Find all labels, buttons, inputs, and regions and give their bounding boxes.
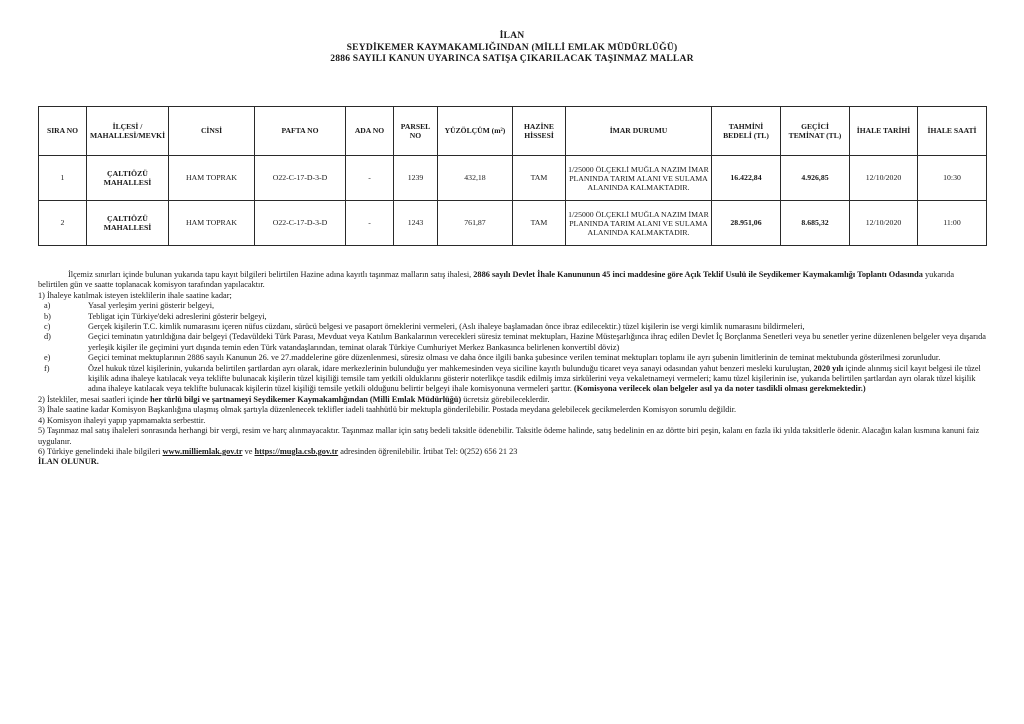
col-header-tarih: İHALE TARİHİ [850,107,918,156]
cell-tarih: 12/10/2020 [850,201,918,246]
cell-mahalle: ÇALTIÖZÜ MAHALLESİ [87,156,169,201]
intro-text-end: yukarıda belirtilen gün ve saatte toplanacak komisyon tarafından yapılacaktır. [38,270,955,290]
announcement-title: İLAN [499,30,525,41]
cell-mahalle: ÇALTIÖZÜ MAHALLESİ [87,201,169,246]
table-header-row [39,107,987,156]
item-1 [38,291,986,301]
col-header-parsel: PARSEL NO [394,107,438,156]
item-text: İhale saatine kadar Komisyon Başkanlığına ulaşmış olmak şartıyla düzenlenecek teklifler iadeli taahhütlü bir mektupla gönderilebilir. Postada meydana gelebilecek gecikmelerden Komisyon sorumlu değildir. [47,405,737,415]
cell-imar: 1/25000 ÖLÇEKLİ MUĞLA NAZIM İMAR PLANINDA TARIM ALANI VE SULAMA ALANINDA KALMAKTADIR. [566,201,712,246]
col-header-tahmini: TAHMİNİ BEDELİ (TL) [712,107,781,156]
cell-cinsi: HAM TOPRAK [169,201,255,246]
cell-imar: 1/25000 ÖLÇEKLİ MUĞLA NAZIM İMAR PLANINDA TARIM ALANI VE SULAMA ALANINDA KALMAKTADIR. [566,156,712,201]
cell-tarih: 12/10/2020 [850,156,918,201]
item-text: İstekliler, mesai saatleri içinde [47,394,151,404]
subject-line: 2886 SAYILI KANUN UYARINCA SATIŞA ÇIKARILACAK TAŞINMAZ MALLAR [330,53,694,64]
sub-text-bold: (Komisyona verilecek olan belgeler asıl ya da noter tasdikli olması gerekmektedir.) [573,384,866,394]
sub-item-c [38,322,986,332]
item-number: 1) [38,290,45,300]
sub-item-b [38,312,986,322]
item-2 [38,395,986,405]
announcement-header [0,30,1024,65]
cell-saat: 10:30 [918,156,987,201]
cell-pafta: O22-C-17-D-3-D [255,156,346,201]
sub-text: Geçici teminat mektuplarının 2886 sayılı Kanunun 26. ve 27.maddelerine göre düzenlenmesi, süresiz olması ve daha önce ilgili banka şubesince verilen teminat mektupları toplamı ile ayrı şubenin limitlerinin de teminat mektubunda gösterilmesi zorunludur. [88,353,941,363]
milliemlak-link[interactable]: www.milliemlak.gov.tr [162,446,243,456]
sub-item-e [38,353,986,363]
cell-ada: - [346,201,394,246]
sub-label: e) [44,353,51,363]
item-text-end: Taşınmaz mallar için satış bedeli taksitle ödenebilir. Taksitle ödeme halinde, satış bedelinin en az dörtte biri peşin, kalanı en fazla iki yılda taksitlerle ödenir. Alacağın kalan kısmına kanuni faiz uygulanır. [38,426,980,446]
item-bold-text: her türlü bilgi ve şartnameyi Seydikemer Kaymakamlığından (Milli Emlak Müdürlüğü) [150,394,462,404]
table-row [39,201,987,246]
cell-gecici: 4.926,85 [781,156,850,201]
cell-tahmini: 28.951,06 [712,201,781,246]
cell-cinsi: HAM TOPRAK [169,156,255,201]
sub-text: Geçici teminatın yatırıldığına dair belgeyi (Tedavüldeki Türk Parası, Mevduat veya Katılım Bankalarının verecekleri süresiz teminat mektupları, Hazine Müsteşarlığınca ihraç edilen Devlet İç Borçlanma Senetleri veya bu senetler yerine düzenlenen belgeler veya dışarıda yerleşik kişiler ile geçimini yurt dışında temin eden Türk vatandaşlarından, teminat olarak Türkiye Cumhuriyet Merkez Bankasınca belirlenen konvertibl döviz) [88,332,986,352]
cell-ada: - [346,156,394,201]
item-5 [38,426,986,447]
cell-pafta: O22-C-17-D-3-D [255,201,346,246]
col-header-ilce: İLÇESİ / MAHALLESİ/MEVKİ [87,107,169,156]
sub-text: Gerçek kişilerin T.C. kimlik numarasını içeren nüfus cüzdanı, sürücü belgesi ve pasaport örneklerini vermeleri, (Aslı ihaleye başlamadan önce ibraz edilecektir.) tüzel kişilerin ise vergi kimlik numarasını bildirmeleri, [88,322,805,332]
cell-hazine: TAM [513,201,566,246]
col-header-pafta: PAFTA NO [255,107,346,156]
sub-text-part: içinde alınmış sicil kayıt belgesi ile tüzel kişilik adına ihaleye katılacak veya teklifte bulunacak kişilerin tüzel kişiliği temsile tam yetkili olduklarını gösterir noterlikçe tasdik edilmiş imza sirkülerini veya vekaletnameyi vermeleri; kamu tüzel kişilerinin ise, yukarıda belirtilen şartlardan ayrı olarak tüzel kişilik adına ihaleye katılacak veya teklifte bulunacak kişilerin tüzel kişiliği temsile yetkili olduğunu belirtir belgeyi ihale komisyonuna vermeleri şarttır. [88,363,981,394]
cell-yuzolcum: 761,87 [438,201,513,246]
sub-label: f) [44,363,50,373]
property-table [38,106,987,246]
col-header-hazine: HAZİNE HİSSESİ [513,107,566,156]
sub-item-f [38,364,986,395]
item-6 [38,447,986,457]
sub-label: b) [44,311,51,321]
col-header-saat: İHALE SAATİ [918,107,987,156]
item-text-mid: ve [242,446,255,456]
announcement-body [38,270,986,468]
item-text-end: adresinden öğrenilebilir. İrtibat Tel: 0(252) 656 21 23 [338,446,518,456]
intro-bold-text: 2886 sayılı Devlet İhale Kanununun 45 inci maddesine göre Açık Teklif Usulü ile Seydikemer Kaymakamlığı Toplantı Odasında [473,270,923,279]
sub-text [58,364,986,395]
col-header-cinsi: CİNSİ [169,107,255,156]
item-text: İhaleye katılmak isteyen isteklilerin ihale saatine kadar; [47,290,232,300]
item-text: Komisyon ihaleyi yapıp yapmamakta serbesttir. [47,415,206,425]
item-number: 4) [38,415,45,425]
sub-label: a) [44,301,51,311]
mugla-csb-link[interactable]: https://mugla.csb.gov.tr [254,446,339,456]
col-header-imar: İMAR DURUMU [566,107,712,156]
sub-item-a [38,301,986,311]
cell-yuzolcum: 432,18 [438,156,513,201]
item-text-end: ücretsiz görebileceklerdir. [461,394,550,404]
table-row [39,156,987,201]
item-3 [38,405,986,415]
sub-label: d) [44,332,51,342]
issuer-line: SEYDİKEMER KAYMAKAMLIĞINDAN (MİLLİ EMLAK MÜDÜRLÜĞÜ) [346,41,678,53]
sub-label: c) [44,322,51,332]
cell-gecici: 8.685,32 [781,201,850,246]
cell-sira: 1 [39,156,87,201]
sub-text-bold: 2020 yılı [813,363,844,373]
sub-text-part: Özel hukuk tüzel kişilerinin, yukarıda belirtilen şartlardan ayrı olarak, idare merkezlerinin bulunduğu yer mahkemesinden veya siciline kayıtlı bulunduğu ticaret veya sanayi odasından yahut benzeri mesleki kuruluştan, [88,363,814,373]
cell-tahmini: 16.422,84 [712,156,781,201]
col-header-yuzolcum: YÜZÖLÇÜM (m²) [438,107,513,156]
cell-parsel: 1243 [394,201,438,246]
sub-text: Yasal yerleşim yerini gösterir belgeyi, [88,301,215,311]
intro-text: İlçemiz sınırları içinde bulunan yukarıda tapu kayıt bilgileri belirtilen Hazine adına kayıtlı taşınmaz malların satış ihalesi, [68,270,474,279]
col-header-ada: ADA NO [346,107,394,156]
item-number: 5) [38,426,45,436]
cell-sira: 2 [39,201,87,246]
sub-text: Tebligat için Türkiye'deki adreslerini gösterir belgeyi, [88,311,267,321]
item-text: Taşınmaz mal satış ihaleleri sonrasında herhangi bir vergi, resim ve harç alınmayacaktır. [46,426,340,436]
cell-saat: 11:00 [918,201,987,246]
col-header-gecici: GEÇİCİ TEMİNAT (TL) [781,107,850,156]
col-header-sira: SIRA NO [39,107,87,156]
cell-hazine: TAM [513,156,566,201]
intro-paragraph [38,270,986,291]
closing-line: İLAN OLUNUR. [38,457,99,467]
item-4 [38,416,986,426]
item-number: 6) [38,446,45,456]
item-number: 3) [38,405,45,415]
item-text: Türkiye genelindeki ihale bilgileri [46,446,163,456]
sub-item-d [38,332,986,353]
cell-parsel: 1239 [394,156,438,201]
item-number: 2) [38,394,45,404]
